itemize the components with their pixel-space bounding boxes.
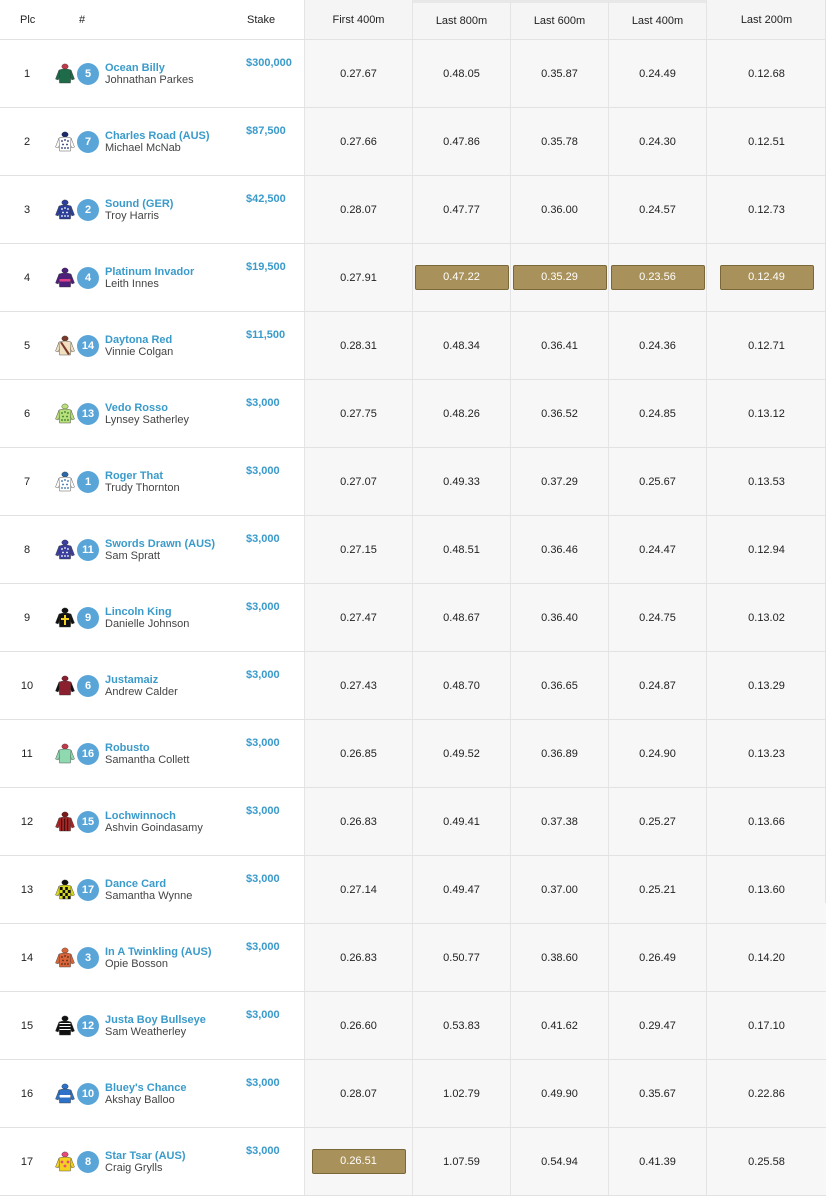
last-800m-cell: 0.49.52 (412, 720, 510, 788)
last-200m-cell: 0.13.29 (706, 652, 826, 720)
last-400m-cell: 0.24.49 (608, 40, 706, 108)
last-400m-cell: 0.25.21 (608, 856, 706, 924)
last-800m-cell: 0.50.77 (412, 924, 510, 992)
last-600m-cell: 0.36.89 (510, 720, 608, 788)
silk-cell (54, 448, 74, 516)
place-cell: 3 (0, 176, 54, 244)
table-row (0, 924, 826, 992)
last-200m-cell: 0.13.53 (706, 448, 826, 516)
first-400m-cell: 0.27.67 (304, 40, 412, 108)
horse-name-link[interactable]: Swords Drawn (AUS) (105, 537, 216, 550)
header-last-400m[interactable]: Last 400m (608, 0, 706, 40)
last-400m-cell: 0.25.27 (608, 788, 706, 856)
jockey-silk-icon (54, 743, 76, 765)
last-600m-cell (510, 244, 608, 312)
number-cell (74, 1128, 102, 1196)
jockey-name: Akshay Balloo (105, 1093, 175, 1106)
stake-cell: $3,000 (246, 516, 304, 584)
saddlecloth-number-badge: 5 (77, 63, 99, 85)
saddlecloth-number-badge: 10 (77, 1083, 99, 1105)
last-800m-cell: 0.47.77 (412, 176, 510, 244)
place-cell: 5 (0, 312, 54, 380)
last-600m-cell: 0.36.46 (510, 516, 608, 584)
stake-cell: $3,000 (246, 584, 304, 652)
place-cell: 2 (0, 108, 54, 176)
table-row (0, 652, 826, 720)
jockey-name: Leith Innes (105, 277, 159, 290)
number-cell (74, 924, 102, 992)
runner-cell (102, 584, 246, 652)
last-600m-cell: 0.36.65 (510, 652, 608, 720)
place-cell: 6 (0, 380, 54, 448)
jockey-silk-icon (54, 675, 76, 697)
silk-cell (54, 856, 74, 924)
table-right-border (825, 0, 826, 903)
last-200m-cell: 0.12.51 (706, 108, 826, 176)
stake-cell: $11,500 (246, 312, 304, 380)
jockey-silk-icon (54, 947, 76, 969)
runner-cell (102, 1060, 246, 1128)
silk-cell (54, 108, 74, 176)
last-200m-cell: 0.25.58 (706, 1128, 826, 1196)
horse-name-link[interactable]: Platinum Invador (105, 265, 195, 278)
saddlecloth-number-badge: 3 (77, 947, 99, 969)
place-cell: 15 (0, 992, 54, 1060)
horse-name-link[interactable]: Lochwinnoch (105, 809, 176, 822)
last-400m-cell: 0.24.85 (608, 380, 706, 448)
last-600m-cell: 0.37.38 (510, 788, 608, 856)
stake-cell: $3,000 (246, 924, 304, 992)
number-cell (74, 720, 102, 788)
saddlecloth-number-badge: 17 (77, 879, 99, 901)
stake-cell: $3,000 (246, 652, 304, 720)
saddlecloth-number-badge: 11 (77, 539, 99, 561)
saddlecloth-number-badge: 16 (77, 743, 99, 765)
stake-cell: $3,000 (246, 380, 304, 448)
runner-cell (102, 448, 246, 516)
silk-cell (54, 516, 74, 584)
last-200m-cell: 0.13.02 (706, 584, 826, 652)
header-first-400m[interactable]: First 400m (304, 0, 412, 40)
silk-cell (54, 652, 74, 720)
place-cell: 11 (0, 720, 54, 788)
horse-name-link[interactable]: Bluey's Chance (105, 1081, 187, 1094)
horse-name-link[interactable]: Roger That (105, 469, 164, 482)
silk-cell (54, 312, 74, 380)
last-800m-cell: 1.02.79 (412, 1060, 510, 1128)
first-400m-cell: 0.27.14 (304, 856, 412, 924)
last-800m-cell: 0.47.86 (412, 108, 510, 176)
table-row (0, 40, 826, 108)
silk-cell (54, 584, 74, 652)
saddlecloth-number-badge: 6 (77, 675, 99, 697)
last-800m-cell: 0.49.47 (412, 856, 510, 924)
horse-name-link[interactable]: Dance Card (105, 877, 167, 890)
jockey-name: Johnathan Parkes (105, 73, 194, 86)
jockey-silk-icon (54, 131, 76, 153)
first-400m-cell: 0.27.07 (304, 448, 412, 516)
silk-cell (54, 720, 74, 788)
table-row (0, 244, 826, 312)
last-600m-cell: 0.49.90 (510, 1060, 608, 1128)
silk-cell (54, 244, 74, 312)
last-600m-cell: 0.37.29 (510, 448, 608, 516)
place-cell: 7 (0, 448, 54, 516)
runner-cell (102, 176, 246, 244)
table-row (0, 1060, 826, 1128)
header-spacer (54, 0, 74, 40)
last-800m-cell: 0.48.26 (412, 380, 510, 448)
last-600m-cell: 0.36.52 (510, 380, 608, 448)
number-cell (74, 312, 102, 380)
runner-cell (102, 40, 246, 108)
last-400m-cell: 0.24.57 (608, 176, 706, 244)
jockey-silk-icon (54, 471, 76, 493)
jockey-silk-icon (54, 267, 76, 289)
number-cell (74, 40, 102, 108)
jockey-silk-icon (54, 403, 76, 425)
number-cell (74, 380, 102, 448)
last-600m-cell: 0.36.41 (510, 312, 608, 380)
jockey-name: Samantha Collett (105, 753, 190, 766)
runner-cell (102, 244, 246, 312)
stake-cell: $42,500 (246, 176, 304, 244)
saddlecloth-number-badge: 15 (77, 811, 99, 833)
table-row (0, 992, 826, 1060)
place-cell: 10 (0, 652, 54, 720)
last-200m-cell: 0.12.73 (706, 176, 826, 244)
runner-cell (102, 1128, 246, 1196)
jockey-name: Samantha Wynne (105, 889, 193, 902)
first-400m-cell: 0.27.75 (304, 380, 412, 448)
last-200m-cell: 0.12.94 (706, 516, 826, 584)
header-plc: Plc (0, 0, 54, 40)
runner-cell (102, 856, 246, 924)
jockey-name: Sam Spratt (105, 549, 161, 562)
jockey-silk-icon (54, 811, 76, 833)
header-last-600m[interactable]: Last 600m (510, 0, 608, 40)
silk-cell (54, 176, 74, 244)
horse-name-link[interactable]: Daytona Red (105, 333, 173, 346)
last-200m-cell: 0.12.71 (706, 312, 826, 380)
table-row (0, 856, 826, 924)
last-400m-cell: 0.29.47 (608, 992, 706, 1060)
last-200m-cell: 0.13.66 (706, 788, 826, 856)
jockey-name: Michael McNab (105, 141, 181, 154)
last-400m-cell: 0.35.67 (608, 1060, 706, 1128)
last-200m-cell: 0.13.23 (706, 720, 826, 788)
first-400m-cell: 0.28.07 (304, 1060, 412, 1128)
jockey-silk-icon (54, 607, 76, 629)
results-body (0, 40, 826, 1196)
silk-cell (54, 40, 74, 108)
jockey-name: Ashvin Goindasamy (105, 821, 203, 834)
last-400m-cell (608, 244, 706, 312)
runner-cell (102, 924, 246, 992)
table-row (0, 380, 826, 448)
last-200m-cell: 0.22.86 (706, 1060, 826, 1128)
saddlecloth-number-badge: 12 (77, 1015, 99, 1037)
horse-name-link[interactable]: Justamaiz (105, 673, 159, 686)
place-cell: 9 (0, 584, 54, 652)
jockey-name: Lynsey Satherley (105, 413, 189, 426)
last-800m-cell: 0.49.41 (412, 788, 510, 856)
place-cell: 17 (0, 1128, 54, 1196)
first-400m-cell: 0.26.83 (304, 924, 412, 992)
last-600m-cell: 0.35.78 (510, 108, 608, 176)
jockey-name: Sam Weatherley (105, 1025, 187, 1038)
last-400m-cell: 0.24.36 (608, 312, 706, 380)
stake-cell: $3,000 (246, 992, 304, 1060)
number-cell (74, 652, 102, 720)
first-400m-cell: 0.27.91 (304, 244, 412, 312)
place-cell: 8 (0, 516, 54, 584)
horse-name-link[interactable]: Vedo Rosso (105, 401, 168, 414)
runner-cell (102, 992, 246, 1060)
last-400m-cell: 0.24.90 (608, 720, 706, 788)
header-number: # (74, 0, 102, 40)
runner-cell (102, 652, 246, 720)
last-200m-cell (706, 244, 826, 312)
silk-cell (54, 380, 74, 448)
number-cell (74, 992, 102, 1060)
last-200m-cell: 0.17.10 (706, 992, 826, 1060)
table-row (0, 1128, 826, 1196)
last-400m-cell: 0.24.30 (608, 108, 706, 176)
stake-cell: $19,500 (246, 244, 304, 312)
jockey-name: Troy Harris (105, 209, 159, 222)
fastest-split-badge: 0.12.49 (720, 265, 814, 290)
header-last-200m[interactable]: Last 200m (706, 0, 826, 40)
jockey-name: Danielle Johnson (105, 617, 190, 630)
runner-cell (102, 312, 246, 380)
table-row (0, 176, 826, 244)
last-800m-cell: 0.48.05 (412, 40, 510, 108)
last-800m-cell: 1.07.59 (412, 1128, 510, 1196)
number-cell (74, 108, 102, 176)
jockey-silk-icon (54, 335, 76, 357)
last-400m-cell: 0.24.75 (608, 584, 706, 652)
number-cell (74, 856, 102, 924)
fastest-split-badge: 0.26.51 (312, 1149, 406, 1174)
jockey-silk-icon (54, 1083, 76, 1105)
table-row (0, 312, 826, 380)
jockey-silk-icon (54, 1151, 76, 1173)
last-200m-cell: 0.13.12 (706, 380, 826, 448)
last-800m-cell: 0.48.34 (412, 312, 510, 380)
horse-name-link[interactable]: Charles Road (AUS) (105, 129, 210, 142)
jockey-silk-icon (54, 1015, 76, 1037)
runner-cell (102, 380, 246, 448)
last-800m-cell: 0.48.51 (412, 516, 510, 584)
header-stake: Stake (246, 0, 304, 40)
first-400m-cell: 0.27.47 (304, 584, 412, 652)
horse-name-link[interactable]: Sound (GER) (105, 197, 174, 210)
jockey-name: Craig Grylls (105, 1161, 163, 1174)
stake-cell: $3,000 (246, 1128, 304, 1196)
first-400m-cell: 0.28.31 (304, 312, 412, 380)
last-200m-cell: 0.13.60 (706, 856, 826, 924)
first-400m-cell: 0.26.60 (304, 992, 412, 1060)
table-row (0, 448, 826, 516)
last-600m-cell: 0.38.60 (510, 924, 608, 992)
table-row (0, 516, 826, 584)
jockey-name: Vinnie Colgan (105, 345, 174, 358)
last-400m-cell: 0.26.49 (608, 924, 706, 992)
stake-cell: $3,000 (246, 448, 304, 516)
saddlecloth-number-badge: 9 (77, 607, 99, 629)
number-cell (74, 584, 102, 652)
silk-cell (54, 788, 74, 856)
fastest-split-badge: 0.47.22 (415, 265, 509, 290)
fastest-split-badge: 0.23.56 (611, 265, 705, 290)
table-row (0, 584, 826, 652)
number-cell (74, 1060, 102, 1128)
horse-name-link[interactable]: Lincoln King (105, 605, 172, 618)
first-400m-cell: 0.28.07 (304, 176, 412, 244)
fastest-split-badge: 0.35.29 (513, 265, 607, 290)
table-row (0, 788, 826, 856)
saddlecloth-number-badge: 8 (77, 1151, 99, 1173)
last-800m-cell: 0.49.33 (412, 448, 510, 516)
table-header-row (0, 0, 826, 40)
place-cell: 13 (0, 856, 54, 924)
place-cell: 1 (0, 40, 54, 108)
first-400m-cell: 0.26.85 (304, 720, 412, 788)
last-600m-cell: 0.37.00 (510, 856, 608, 924)
stake-cell: $300,000 (246, 40, 304, 108)
last-800m-cell: 0.48.67 (412, 584, 510, 652)
number-cell (74, 244, 102, 312)
saddlecloth-number-badge: 13 (77, 403, 99, 425)
number-cell (74, 448, 102, 516)
table-row (0, 720, 826, 788)
first-400m-cell: 0.27.66 (304, 108, 412, 176)
runner-cell (102, 788, 246, 856)
stake-cell: $3,000 (246, 720, 304, 788)
last-400m-cell: 0.24.87 (608, 652, 706, 720)
runner-cell (102, 720, 246, 788)
last-200m-cell: 0.12.68 (706, 40, 826, 108)
jockey-silk-icon (54, 879, 76, 901)
last-600m-cell: 0.36.00 (510, 176, 608, 244)
header-last-800m[interactable]: Last 800m (412, 0, 510, 40)
stake-cell: $3,000 (246, 1060, 304, 1128)
jockey-name: Opie Bosson (105, 957, 168, 970)
horse-name-link[interactable]: Justa Boy Bullseye (105, 1013, 206, 1026)
first-400m-cell: 0.26.83 (304, 788, 412, 856)
first-400m-cell (304, 1128, 412, 1196)
silk-cell (54, 992, 74, 1060)
saddlecloth-number-badge: 7 (77, 131, 99, 153)
number-cell (74, 176, 102, 244)
horse-name-link[interactable]: Robusto (105, 741, 150, 754)
horse-name-link[interactable]: Star Tsar (AUS) (105, 1149, 186, 1162)
saddlecloth-number-badge: 4 (77, 267, 99, 289)
stake-cell: $87,500 (246, 108, 304, 176)
stake-cell: $3,000 (246, 788, 304, 856)
last-800m-cell: 0.48.70 (412, 652, 510, 720)
last-600m-cell: 0.35.87 (510, 40, 608, 108)
silk-cell (54, 1060, 74, 1128)
last-600m-cell: 0.36.40 (510, 584, 608, 652)
place-cell: 16 (0, 1060, 54, 1128)
saddlecloth-number-badge: 14 (77, 335, 99, 357)
last-600m-cell: 0.54.94 (510, 1128, 608, 1196)
number-cell (74, 788, 102, 856)
jockey-silk-icon (54, 539, 76, 561)
last-800m-cell: 0.53.83 (412, 992, 510, 1060)
last-600m-cell: 0.41.62 (510, 992, 608, 1060)
horse-name-link[interactable]: Ocean Billy (105, 61, 165, 74)
jockey-silk-icon (54, 199, 76, 221)
last-200m-cell: 0.14.20 (706, 924, 826, 992)
jockey-silk-icon (54, 63, 76, 85)
stake-cell: $3,000 (246, 856, 304, 924)
last-400m-cell: 0.41.39 (608, 1128, 706, 1196)
place-cell: 14 (0, 924, 54, 992)
runner-cell (102, 516, 246, 584)
silk-cell (54, 1128, 74, 1196)
saddlecloth-number-badge: 1 (77, 471, 99, 493)
header-horse (102, 0, 246, 40)
last-400m-cell: 0.24.47 (608, 516, 706, 584)
first-400m-cell: 0.27.43 (304, 652, 412, 720)
last-800m-cell (412, 244, 510, 312)
last-400m-cell: 0.25.67 (608, 448, 706, 516)
saddlecloth-number-badge: 2 (77, 199, 99, 221)
number-cell (74, 516, 102, 584)
place-cell: 4 (0, 244, 54, 312)
jockey-name: Trudy Thornton (105, 481, 180, 494)
horse-name-link[interactable]: In A Twinkling (AUS) (105, 945, 212, 958)
silk-cell (54, 924, 74, 992)
jockey-name: Andrew Calder (105, 685, 178, 698)
table-row (0, 108, 826, 176)
place-cell: 12 (0, 788, 54, 856)
runner-cell (102, 108, 246, 176)
first-400m-cell: 0.27.15 (304, 516, 412, 584)
